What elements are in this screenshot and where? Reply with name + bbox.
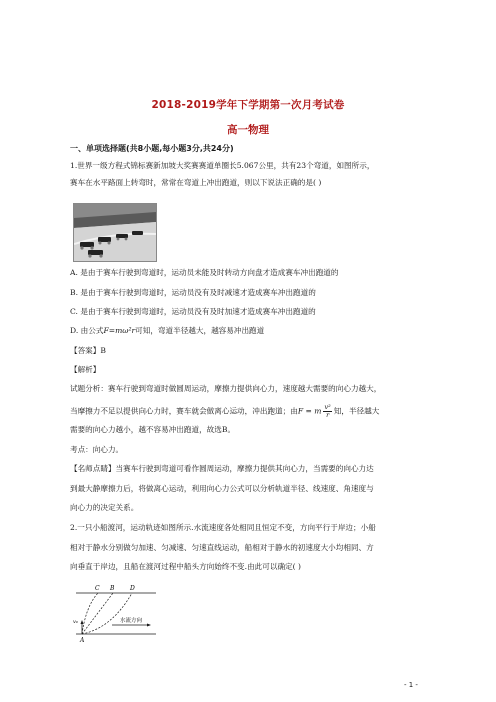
race-car-photo [73, 203, 157, 262]
q1-analysis-line2-suffix: 知，半径越大 [333, 406, 380, 416]
q2-stem-line2: 相对于静水分别做匀加速、匀减速、匀速直线运动，船相对于静水的初速度大小均相同、方 [70, 543, 374, 552]
q1-option-c: C. 是由于赛车行驶到弯道时，运动员没有及时加速才造成赛车冲出跑道的 [70, 307, 316, 316]
q1-analysis-formula-lhs: F = m [297, 406, 322, 416]
label-a: A [80, 637, 85, 644]
q2-stem-line3: 向垂直于岸边，且船在渡河过程中船头方向始终不变.由此可以确定( ) [70, 562, 301, 571]
path-ab [82, 593, 113, 634]
v0-arrow-head [81, 620, 84, 624]
q1-stem-line1: 1.世界一级方程式锦标赛新加坡大奖赛赛道单圈长5.067公里，共有23个弯道，如图所示， [70, 161, 375, 170]
q1-option-b: B. 是由于赛车行驶到弯道时，运动员没有及时减速才造成赛车冲出跑道的 [70, 288, 316, 297]
q1-option-a: A. 是由于赛车行驶到弯道时，运动员未能及时转动方向盘才造成赛车冲出跑道的 [70, 268, 339, 277]
q1-kaodian: 考点：向心力。 [70, 445, 124, 454]
q1-answer: 【答案】B [70, 346, 106, 355]
page-number: - 1 - [404, 681, 418, 689]
exam-title: 2018-2019学年下学期第一次月考试卷 [151, 99, 345, 111]
q1-analysis-line3: 需要的向心力越小，越不容易冲出跑道，故选B。 [70, 425, 236, 434]
q1-comment-line1: 【名师点睛】当赛车行驶到弯道可看作圆周运动，摩擦力提供其向心力，当需要的向心力达 [70, 464, 374, 473]
path-ac [82, 593, 98, 634]
q1-option-d-suffix: 可知，弯道半径越大，越容易冲出跑道 [135, 326, 265, 335]
q1-comment-line3: 向心力的决定关系。 [70, 503, 139, 512]
q1-analysis-fraction-numerator: v² [324, 403, 331, 411]
q1-stem-line2: 赛车在水平路面上转弯时，常常在弯道上冲出跑道，则以下说法正确的是( ) [70, 178, 322, 187]
q1-analysis-line2 [70, 404, 379, 419]
q1-comment-line2: 到最大静摩擦力后，将做离心运动，利用向心力公式可以分析轨道半径、线速度、角速度与 [70, 484, 374, 493]
river-crossing-diagram [72, 582, 162, 644]
q1-analysis-line1: 试题分析：赛车行驶到弯道时做圆周运动，摩擦力提供向心力，速度越大需要的向心力越大， [70, 384, 382, 393]
section-heading: 一、单项选择题(共8小题,每小题3分,共24分) [70, 144, 234, 153]
q1-analysis-fraction [323, 404, 331, 419]
q2-stem-line1: 2.一只小船渡河，运动轨迹如图所示.水流速度各处相同且恒定不变，方向平行于岸边；小船 [70, 523, 376, 532]
q1-option-d-prefix: D. 由公式 [70, 326, 104, 335]
label-b: B [110, 585, 115, 592]
path-ad [82, 593, 132, 634]
label-current-direction: 水流方向 [120, 618, 143, 624]
label-c: C [95, 585, 100, 592]
label-v0: v₀ [73, 619, 78, 625]
q1-option-d [70, 326, 264, 336]
exam-subject: 高一物理 [227, 124, 269, 136]
q1-analysis-label: 【解析】 [70, 365, 101, 374]
current-arrow-head [147, 624, 151, 627]
q1-option-d-formula: F=mω²r [103, 326, 136, 335]
river-crossing-drawing [72, 582, 162, 644]
q1-analysis-fraction-denominator: r [326, 411, 330, 419]
q1-analysis-line2-prefix: 当摩擦力不足以提供向心力时，赛车就会做离心运动，冲出跑道；由 [70, 406, 298, 416]
race-car-photo-drawing [74, 204, 156, 261]
label-d: D [130, 585, 135, 592]
